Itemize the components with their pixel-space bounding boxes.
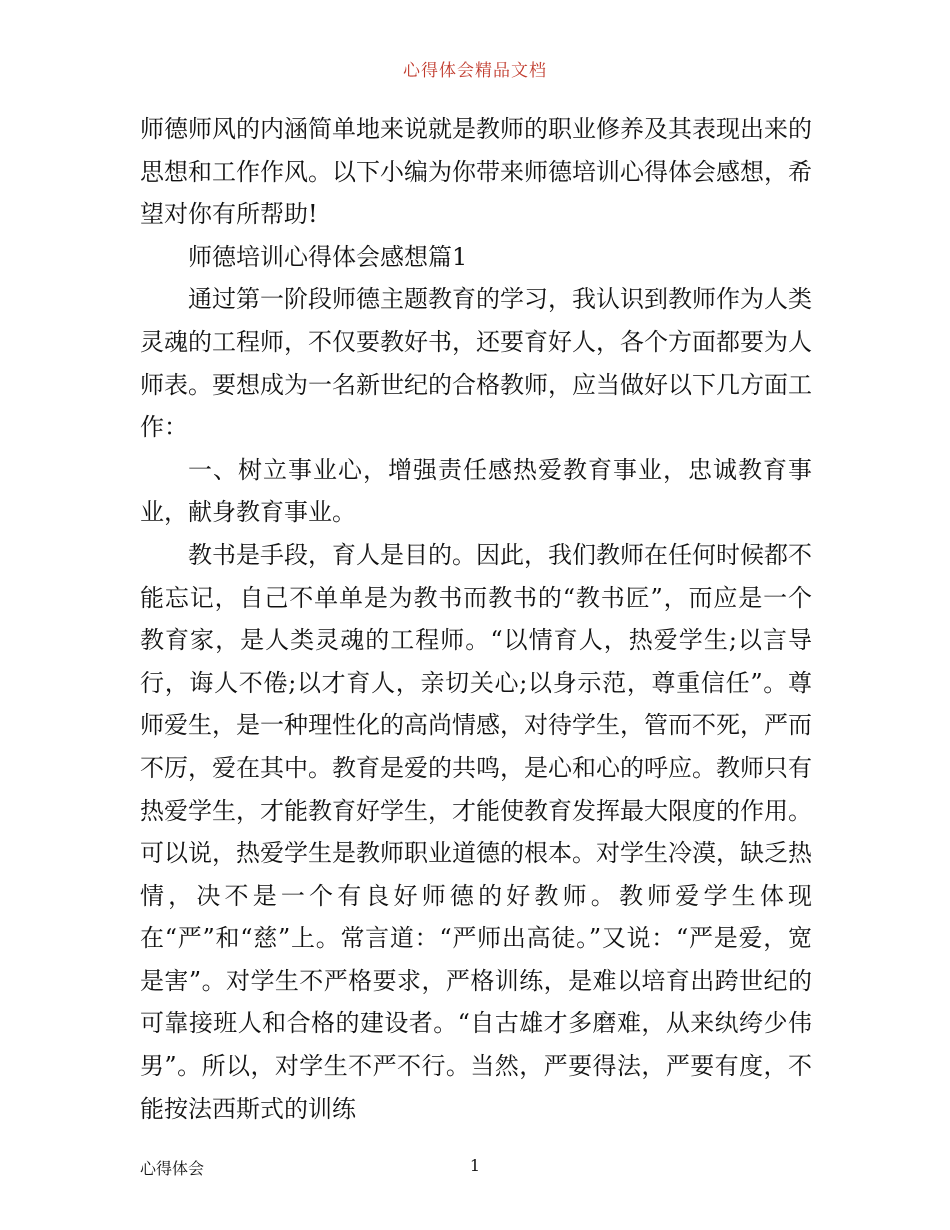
body-paragraph: 教书是手段，育人是目的。因此，我们教师在任何时候都不能忘记，自己不单单是为教书而教书的“教书匠”，而应是一个教育家，是人类灵魂的工程师。“以情育人，热爱学生;以言导行，诲人不倦;以才育人，亲切关心;以身示范，尊重信任”。尊师爱生，是一种理性化的高尚情感，对待学生，管而不死，严而不厉，爱在其中。教育是爱的共鸣，是心和心的呼应。教师只有热爱学生，才能教育好学生，才能使教育发挥最大限度的作用。可以说，热爱学生是教师职业道德的根本。对学生冷漠，缺乏热情，决不是一个有良好师德的好教师。教师爱学生体现在“严”和“慈”上。常言道：“严师出高徒。”又说：“严是爱，宽是害”。对学生不严格要求，严格训练，是难以培育出跨世纪的可靠接班人和合格的建设者。“自古雄才多磨难，从来纨绔少伟男”。所以，对学生不严不行。当然，严要得法，严要有度，不能按法西斯式的训练	[140, 540, 812, 1123]
document-body	[140, 108, 812, 1130]
page-number: 1	[469, 1156, 481, 1175]
body-paragraph: 一、树立事业心，增强责任感热爱教育事业，忠诚教育事业，献身教育事业。	[140, 455, 812, 527]
intro-paragraph: 师德师风的内涵简单地来说就是教师的职业修养及其表现出来的思想和工作作风。以下小编为你带来师德培训心得体会感想，希望对你有所帮助!	[140, 115, 812, 229]
body-paragraph: 通过第一阶段师德主题教育的学习，我认识到教师作为人类灵魂的工程师，不仅要教好书，还要育好人，各个方面都要为人师表。要想成为一名新世纪的合格教师，应当做好以下几方面工作：	[140, 285, 812, 442]
page-header-title: 心得体会精品文档	[403, 61, 547, 81]
page-footer-label: 心得体会	[140, 1159, 205, 1178]
section-heading: 师德培训心得体会感想篇1	[188, 242, 468, 271]
